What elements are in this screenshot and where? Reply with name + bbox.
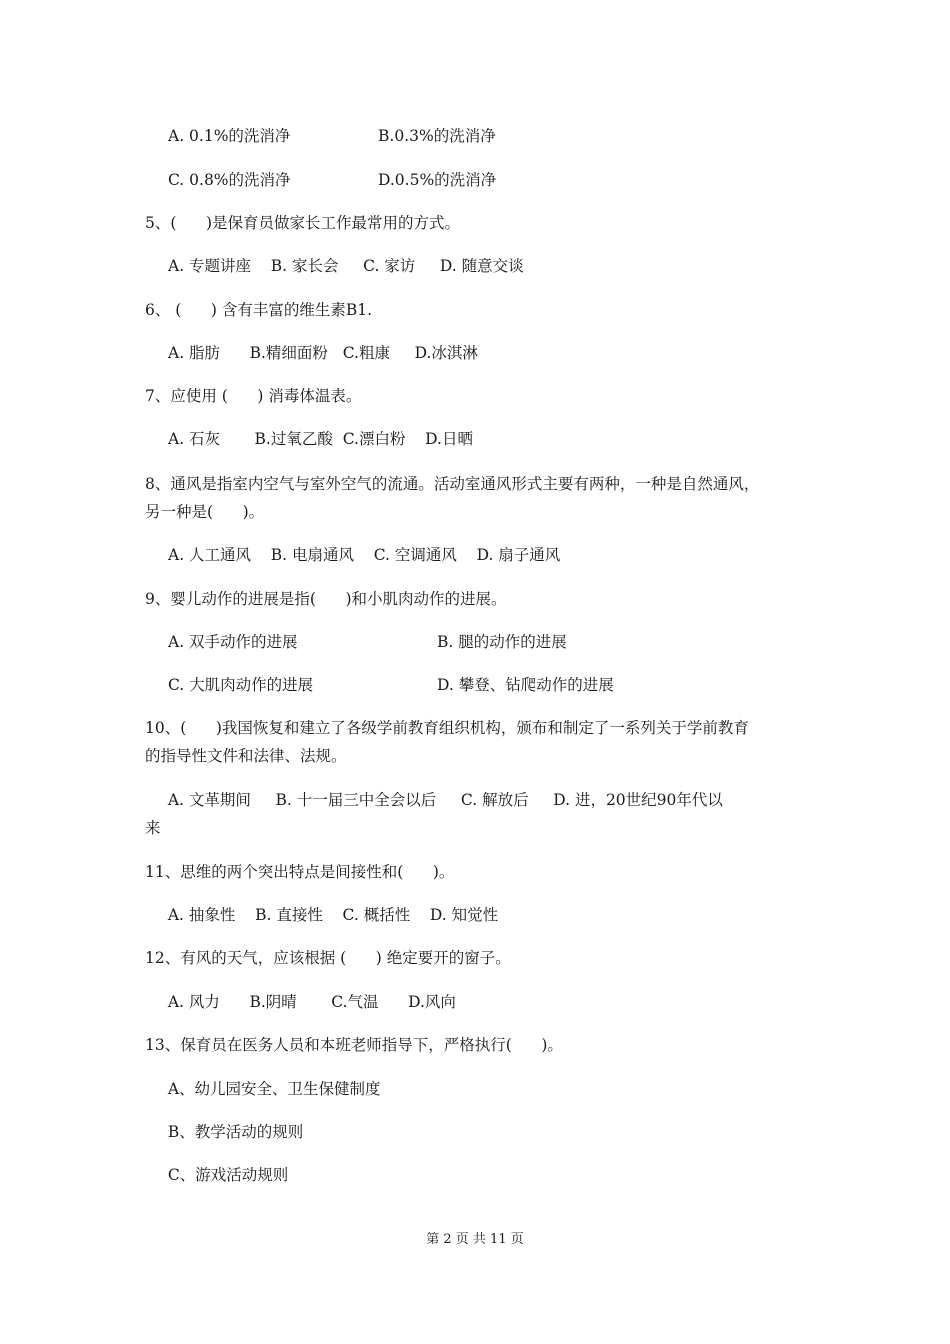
q13-stem: 13、保育员在医务人员和本班老师指导下，严格执行( )。: [145, 1036, 563, 1054]
q10-stem-line1: 10、( )我国恢复和建立了各级学前教育组织机构，颁布和制定了一系列关于学前教育: [145, 719, 749, 737]
q10-options-line1: A. 文革期间 B. 十一届三中全会以后 C. 解放后 D. 进，20世纪90年代以: [158, 791, 723, 809]
q8-stem-line2: 另一种是( )。: [145, 503, 265, 521]
q10-stem-line2: 的指导性文件和法律、法规。: [145, 747, 347, 765]
q5-stem: 5、( )是保育员做家长工作最常用的方式。: [145, 214, 461, 232]
q12-stem: 12、有风的天气，应该根据 ( ) 绝定要开的窗子。: [145, 949, 511, 967]
q13-option-b: B、教学活动的规则: [158, 1123, 304, 1141]
q10-options-line2: 来: [145, 819, 161, 837]
q7-stem: 7、应使用 ( ) 消毒体温表。: [145, 387, 362, 405]
q5-options: A. 专题讲座 B. 家长会 C. 家访 D. 随意交谈: [168, 257, 524, 275]
q11-options: A. 抽象性 B. 直接性 C. 概括性 D. 知觉性: [158, 906, 499, 924]
q12-options: A. 风力 B.阴晴 C.气温 D.风向: [158, 993, 456, 1011]
q6-stem: 6、 ( ) 含有丰富的维生素B1.: [145, 301, 373, 319]
q9-stem: 9、婴儿动作的进展是指( )和小肌肉动作的进展。: [145, 590, 507, 608]
q7-options: A. 石灰 B.过氧乙酸 C.漂白粉 D.日晒: [168, 430, 473, 448]
q4-option-a: A. 0.1%的洗消净: [168, 127, 291, 145]
q9-option-a: A. 双手动作的进展: [168, 633, 298, 651]
q4-option-c: C. 0.8%的洗消净: [168, 171, 291, 189]
q13-option-a: A、幼儿园安全、卫生保健制度: [158, 1080, 381, 1098]
q8-options: A. 人工通风 B. 电扇通风 C. 空调通风 D. 扇子通风: [168, 546, 561, 564]
q9-option-b: B. 腿的动作的进展: [437, 633, 567, 651]
q8-stem-line1: 8、通风是指室内空气与室外空气的流通。活动室通风形式主要有两种，一种是自然通风，: [145, 475, 760, 493]
q6-options: A. 脂肪 B.精细面粉 C.粗康 D.冰淇淋: [168, 344, 478, 362]
q13-option-c: C、游戏活动规则: [158, 1166, 289, 1184]
q11-stem: 11、思维的两个突出特点是间接性和( )。: [145, 863, 455, 881]
q9-option-d: D. 攀登、钻爬动作的进展: [437, 676, 614, 694]
q4-option-b: B.0.3%的洗消净: [378, 127, 496, 145]
q4-option-d: D.0.5%的洗消净: [378, 171, 497, 189]
page-footer: 第 2 页 共 11 页: [426, 1232, 524, 1247]
q9-option-c: C. 大肌肉动作的进展: [168, 676, 314, 694]
